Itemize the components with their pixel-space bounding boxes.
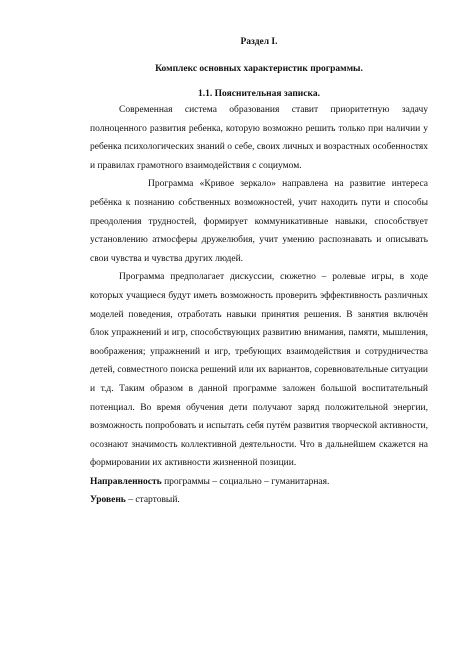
subsection-title: 1.1. Пояснительная записка. xyxy=(198,89,320,99)
level-value: – стартовый. xyxy=(125,495,180,506)
paragraph-methods: Программа предполагает дискуссии, сюжетно – ролевые игры, в ходе которых учащиеся будут иметь возможность проверить эффективность различных моделей поведения, отработать навыки принятия решения. В занятия включён блок упражнений и игр, способствующих развитию внимания, памяти, мышления, воображения; упражнений и игр, требующих взаимодействия и сотрудничества детей, совместного поиска решений или их вариантов, соревновательные ситуации и т.д. Таким образом в данной программе заложен большой воспитательный потенциал. Во время обучения дети получают заряд положительной энергии, возможность попробовать и испытать себя путём развития творческой активности, осознают значимость коллективной деятельности. Что в дальнейшем скажется на формировании их активности жизненной позиции. xyxy=(90,272,428,469)
direction-line xyxy=(90,473,428,492)
section-heading: Раздел I. xyxy=(240,37,278,47)
level-label: Уровень xyxy=(90,495,126,506)
chapter-title: Комплекс основных характеристик программы. xyxy=(155,64,363,74)
paragraph-intro: Современная система образования ставит приоритетную задачу полноценного развития ребенка, которую возможно решить только при наличии у ребенка психологических знаний о себе, своих личных и возрастных особенностях и правилах грамотного взаимодействия с социумом. xyxy=(90,105,428,171)
paragraph-program: Программа «Кривое зеркало» направлена на развитие интереса ребёнка к познанию собственных возможностей, учит находить пути и способы преодоления трудностей, формирует коммуникативные навыки, способствует установлению атмосферы дружелюбия, учит умению распознавать и описывать свои чувства и чувства других людей. xyxy=(90,179,428,264)
direction-value: программы – социально – гуманитарная. xyxy=(161,476,330,487)
document-content xyxy=(90,36,428,510)
direction-label: Направленность xyxy=(90,476,162,487)
level-line xyxy=(90,491,428,510)
